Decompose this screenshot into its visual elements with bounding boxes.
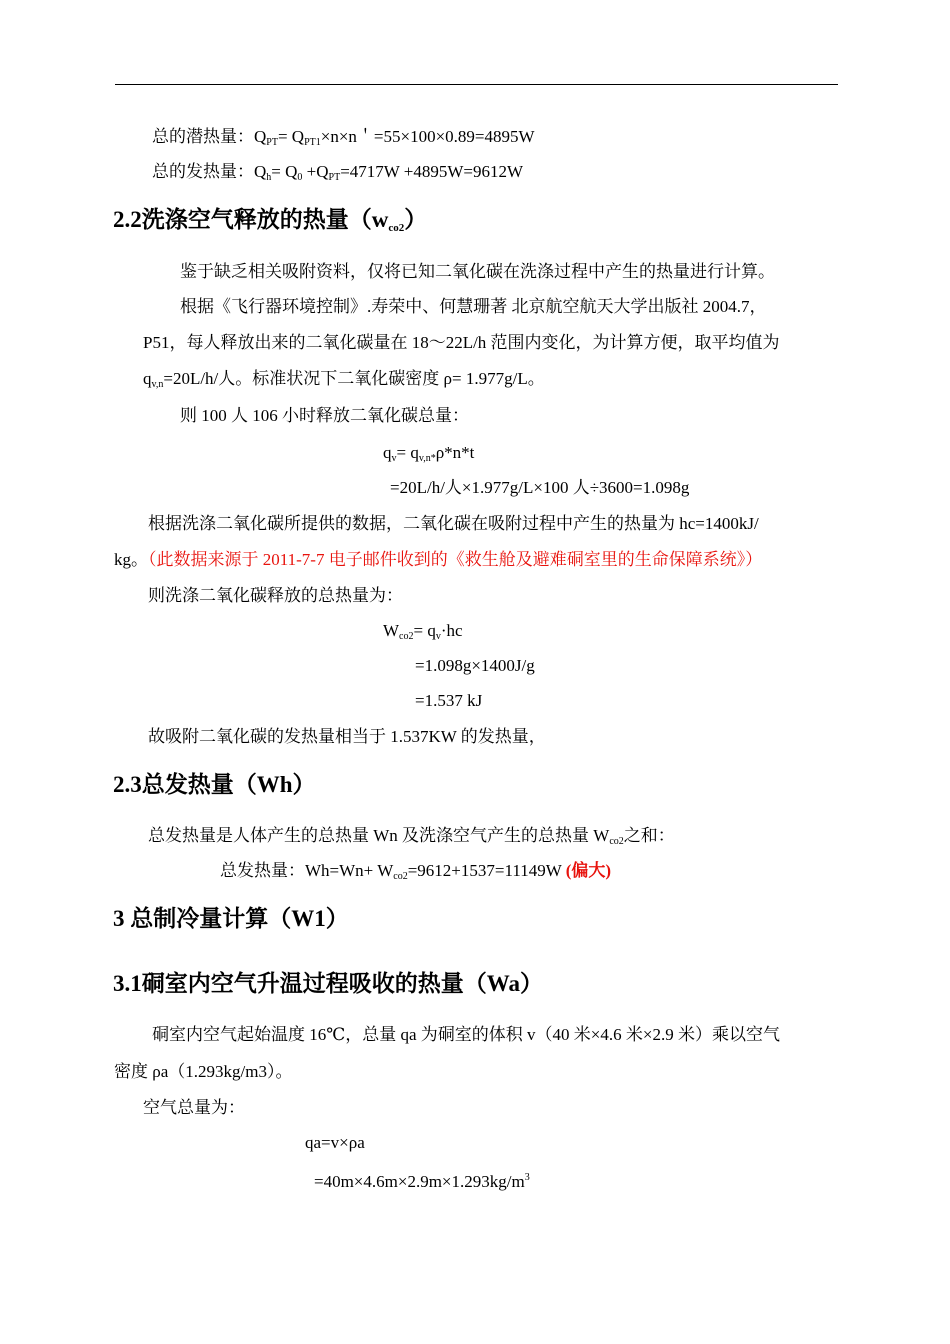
- paragraph-line: 则洗涤二氧化碳释放的总热量为：: [148, 586, 403, 605]
- overestimate-note: (偏大): [565, 861, 612, 880]
- formula-line: $W_{co2}= q_v\cdot hc$: [383, 621, 463, 642]
- heading-2-2: 2.2洗涤空气释放的热量（wco2）: [113, 207, 428, 234]
- formula-line: =20L/h/人×1.977g/L×100 人÷3600=1.098g: [390, 478, 690, 497]
- paragraph-line: kg。（此数据来源于 2011-7-7 电子邮件收到的《救生舱及避难硐室里的生命保障系统》）: [114, 550, 763, 569]
- formula-line: =1.537 kJ: [415, 691, 483, 710]
- paragraph-line: 根据洗涤二氧化碳所提供的数据，二氧化碳在吸附过程中产生的热量为 hc=1400kJ/: [148, 514, 759, 533]
- formula-line: qa=v×ρa: [305, 1133, 365, 1152]
- paragraph-line: 则 100 人 106 小时释放二氧化碳总量：: [180, 406, 469, 425]
- paragraph-line: 鉴于缺乏相关吸附资料，仅将已知二氧化碳在洗涤过程中产生的热量进行计算。: [180, 262, 775, 281]
- paragraph-line: 故吸附二氧化碳的发热量相当于 1.537KW 的发热量，: [148, 727, 546, 746]
- total-heat-line: 总的发热量：$Q_h= Q_0 +Q_{PT}=4717W +4895W=9612W$: [152, 162, 524, 183]
- paragraph-line: 总发热量是人体产生的总热量 Wn 及洗涤空气产生的总热量 $W_{co2}$之和：: [148, 826, 675, 847]
- header-rule: [115, 84, 838, 85]
- formula-line: =1.098g×1400J/g: [415, 656, 535, 675]
- paragraph-line: 密度 ρa（1.293kg/m3）。: [114, 1062, 293, 1081]
- paragraph-line: 硐室内空气起始温度 16℃，总量 qa 为硐室的体积 v（40 米×4.6 米×2.9 米）乘以空气: [152, 1025, 780, 1044]
- heading-2-3: 2.3总发热量（Wh）: [113, 772, 316, 797]
- heading-3: 3 总制冷量计算（W1）: [113, 906, 349, 931]
- formula-line: $=40m\times 4.6m\times 2.9m\times 1.293kg/m^3$: [314, 1172, 530, 1191]
- total-heat-result: 总发热量：$Wh=Wn+ W_{co2}=9612+1537=11149W$ (偏大): [220, 861, 612, 882]
- paragraph-line: P51，每人释放出来的二氧化碳量在 18～22L/h 范围内变化，为计算方便，取平均值为: [143, 333, 780, 352]
- source-note: （此数据来源于 2011-7-7 电子邮件收到的《救生舱及避难硐室里的生命保障系统》）: [148, 550, 763, 569]
- formula-line: $q_v= q_{v,n*}\rho*n*t$: [383, 443, 475, 464]
- paragraph-line: $q_{v,n}=20L/h/$人。标准状况下二氧化碳密度 ρ= 1.977g/L。: [143, 369, 545, 390]
- paragraph-line: 根据《飞行器环境控制》.寿荣中、何慧珊著 北京航空航天大学出版社 2004.7，: [180, 297, 767, 316]
- paragraph-line: 空气总量为：: [143, 1098, 245, 1117]
- heading-3-1: 3.1硐室内空气升温过程吸收的热量（Wa）: [113, 971, 543, 996]
- latent-heat-line: 总的潜热量：$Q_{PT}= Q_{PT1}\times n\times n$＇=55×100×0.89=4895W: [152, 127, 535, 148]
